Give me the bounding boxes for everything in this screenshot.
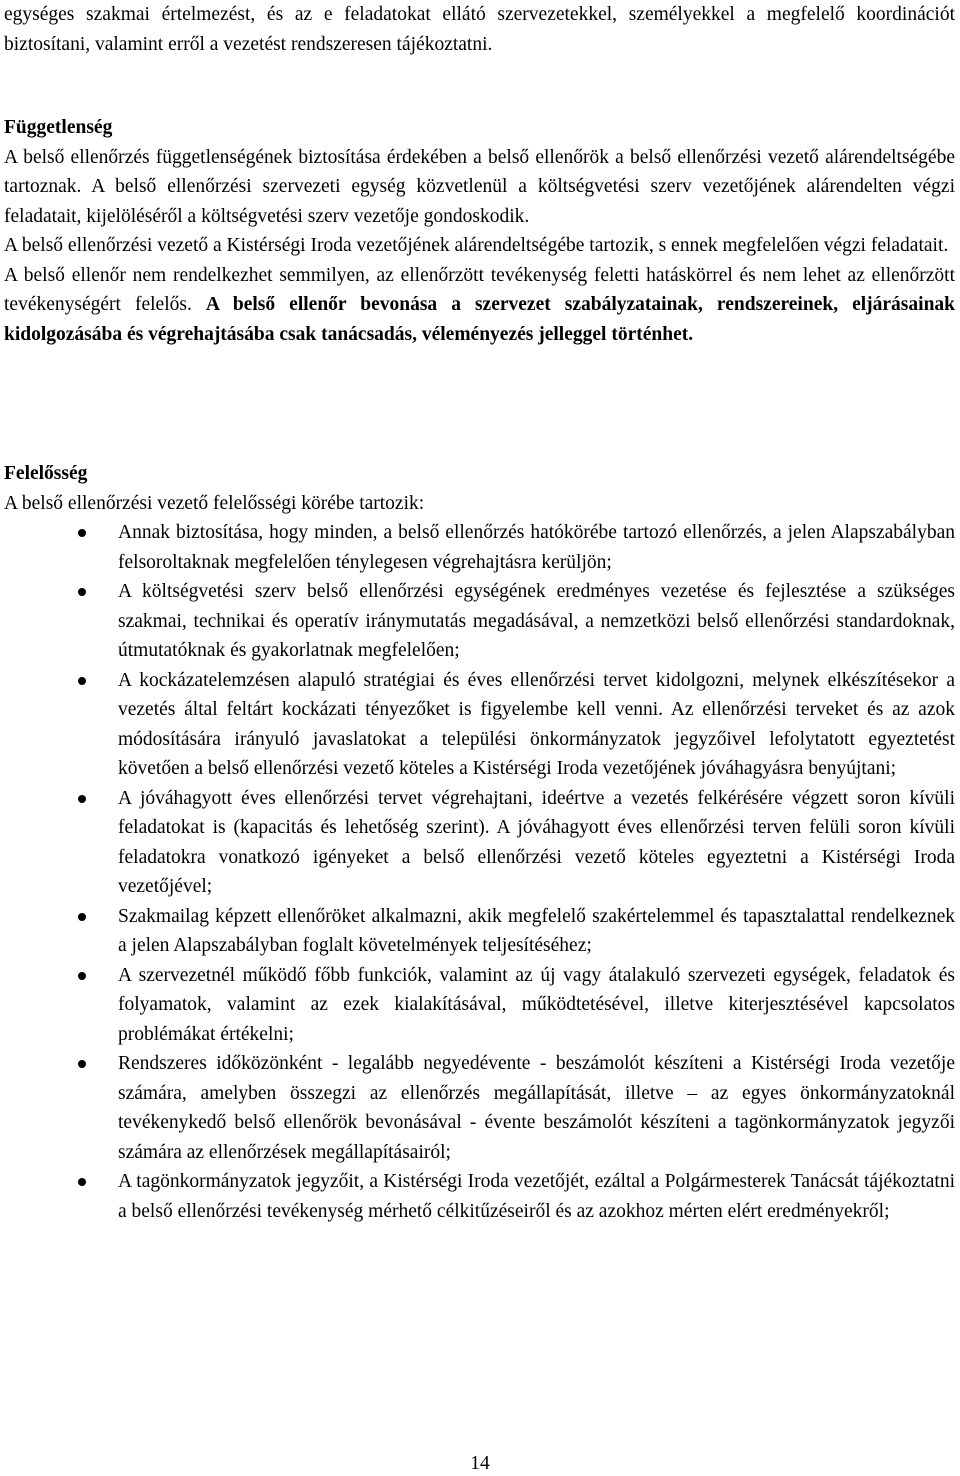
list-item-text: A szervezetnél működő főbb funkciók, valamint az új vagy átalakuló szervezeti egységek, feladatok és folyamatok, valamint az ezek kialakításával, működtetésével, illetve kiterjesztésével kapcsolatos problémákat értékelni; (118, 964, 955, 1045)
list-item-text: Annak biztosítása, hogy minden, a belső ellenőrzés hatókörébe tartozó ellenőrzés, a jelen Alapszabályban felsoroltaknak megfelelően ténylegesen végrehajtásra kerüljön; (118, 522, 955, 573)
list-item-text: A jóváhagyott éves ellenőrzési tervet végrehajtani, ideértve a vezetés felkérésére végzett soron kívüli feladatokat is (kapacitás és lehetőség szerint). A jóváhagyott éves ellenőrzési terven felüli soron kívüli feladatokra vonatkozó igényeket a belső ellenőrzési vezető köteles egyeztetni a Kistérségi Iroda vezetőjével; (118, 787, 955, 897)
independence-paragraph-3 (4, 261, 955, 350)
bullet-icon (78, 913, 86, 921)
list-item-text: A költségvetési szerv belső ellenőrzési egységének eredményes vezetése és fejlesztése a szükséges szakmai, technikai és operatív iránymutatás megadásával, a nemzetközi belső ellenőrzési standardoknak, útmutatóknak és gyakorlatnak megfelelően; (118, 581, 955, 661)
responsibility-section (4, 459, 955, 518)
list-item-text: A kockázatelemzésen alapuló stratégiai és éves ellenőrzési tervet kidolgozni, melynek elkészítésekor a vezetés által feltárt kockázati tényezőket is figyelembe kell venni. Az ellenőrzési terveket és az azok módosítására irányuló javaslatokat a települési önkormányzatok jegyzőivel lefolytatott egyeztetést követően a belső ellenőrzési vezető köteles a Kistérségi Iroda vezetőjének jóváhagyásra benyújtani; (118, 669, 955, 779)
responsibility-heading: Felelősség (4, 463, 88, 484)
list-item (118, 577, 955, 666)
list-item (118, 1049, 955, 1167)
independence-paragraph-3-bold: A belső ellenőr bevonása a szervezet szabályzatainak, rendszereinek, eljárásainak kidolgozásába és végrehajtásába csak tanácsadás, véleményezés jelleggel történhet. (4, 294, 956, 345)
bullet-icon (78, 588, 86, 596)
bullet-icon (78, 1060, 86, 1068)
bullet-icon (78, 677, 86, 685)
list-item-text: Szakmailag képzett ellenőröket alkalmazni, akik megfelelő szakértelemmel és tapasztalattal rendelkeznek a jelen Alapszabályban foglalt követelmények teljesítéséhez; (118, 905, 955, 956)
list-item (118, 1167, 955, 1226)
page-number: 14 (470, 1453, 490, 1474)
independence-heading: Függetlenség (4, 117, 113, 138)
list-item-text: A tagönkormányzatok jegyzőit, a Kistérségi Iroda vezetőjét, ezáltal a Polgármesterek Tanácsát tájékoztatni a belső ellenőrzési tevékenység mérhető célkitűzéseiről és az azokhoz mérten elért eredményekről; (118, 1171, 955, 1222)
list-item (118, 518, 955, 577)
bullet-icon (78, 529, 86, 537)
intro-text: egységes szakmai értelmezést, és az e feladatokat ellátó szervezetekkel, személyekkel a megfelelő koordinációt biztosítani, valamint erről a vezetést rendszeresen tájékoztatni. (4, 4, 955, 55)
responsibility-intro: A belső ellenőrzési vezető felelősségi körébe tartozik: (4, 492, 425, 514)
list-item (118, 902, 955, 961)
list-item (118, 784, 955, 902)
bullet-icon (78, 795, 86, 803)
independence-paragraph-2: A belső ellenőrzési vezető a Kistérségi Iroda vezetőjének alárendeltségébe tartozik, s ennek megfelelően végzi feladatait. (4, 235, 949, 256)
intro-paragraph (4, 0, 955, 59)
responsibility-list (118, 518, 955, 1226)
independence-section (4, 113, 955, 349)
independence-paragraph-3-normal: A belső ellenőr nem rendelkezhet semmilyen, az ellenőrzött tevékenység feletti hatáskörrel és nem lehet az ellenőrzött tevékenységért felelős. (4, 264, 955, 315)
bullet-icon (78, 1178, 86, 1186)
list-item-text: Rendszeres időközönként - legalább negyedévente - beszámolót készíteni a Kistérségi Iroda vezetője számára, amelyben összegzi az ellenőrzés megállapítását, illetve – az egyes önkormányzatoknál tevékenykedő belső ellenőrök bevonásával - évente beszámolót készíteni a tagönkormányzatok jegyzői számára az ellenőrzések megállapításairól; (118, 1053, 955, 1163)
bullet-icon (78, 972, 86, 980)
independence-paragraph-1: A belső ellenőrzés függetlenségének biztosítása érdekében a belső ellenőrök a belső ellenőrzési vezető alárendeltségébe tartoznak. A belső ellenőrzési szervezeti egység közvetlenül a költségvetési szerv vezetőjének alárendelten végzi feladatait, kijelöléséről a költségvetési szerv vezetője gondoskodik. (4, 146, 955, 227)
list-item (118, 961, 955, 1050)
list-item (118, 666, 955, 784)
